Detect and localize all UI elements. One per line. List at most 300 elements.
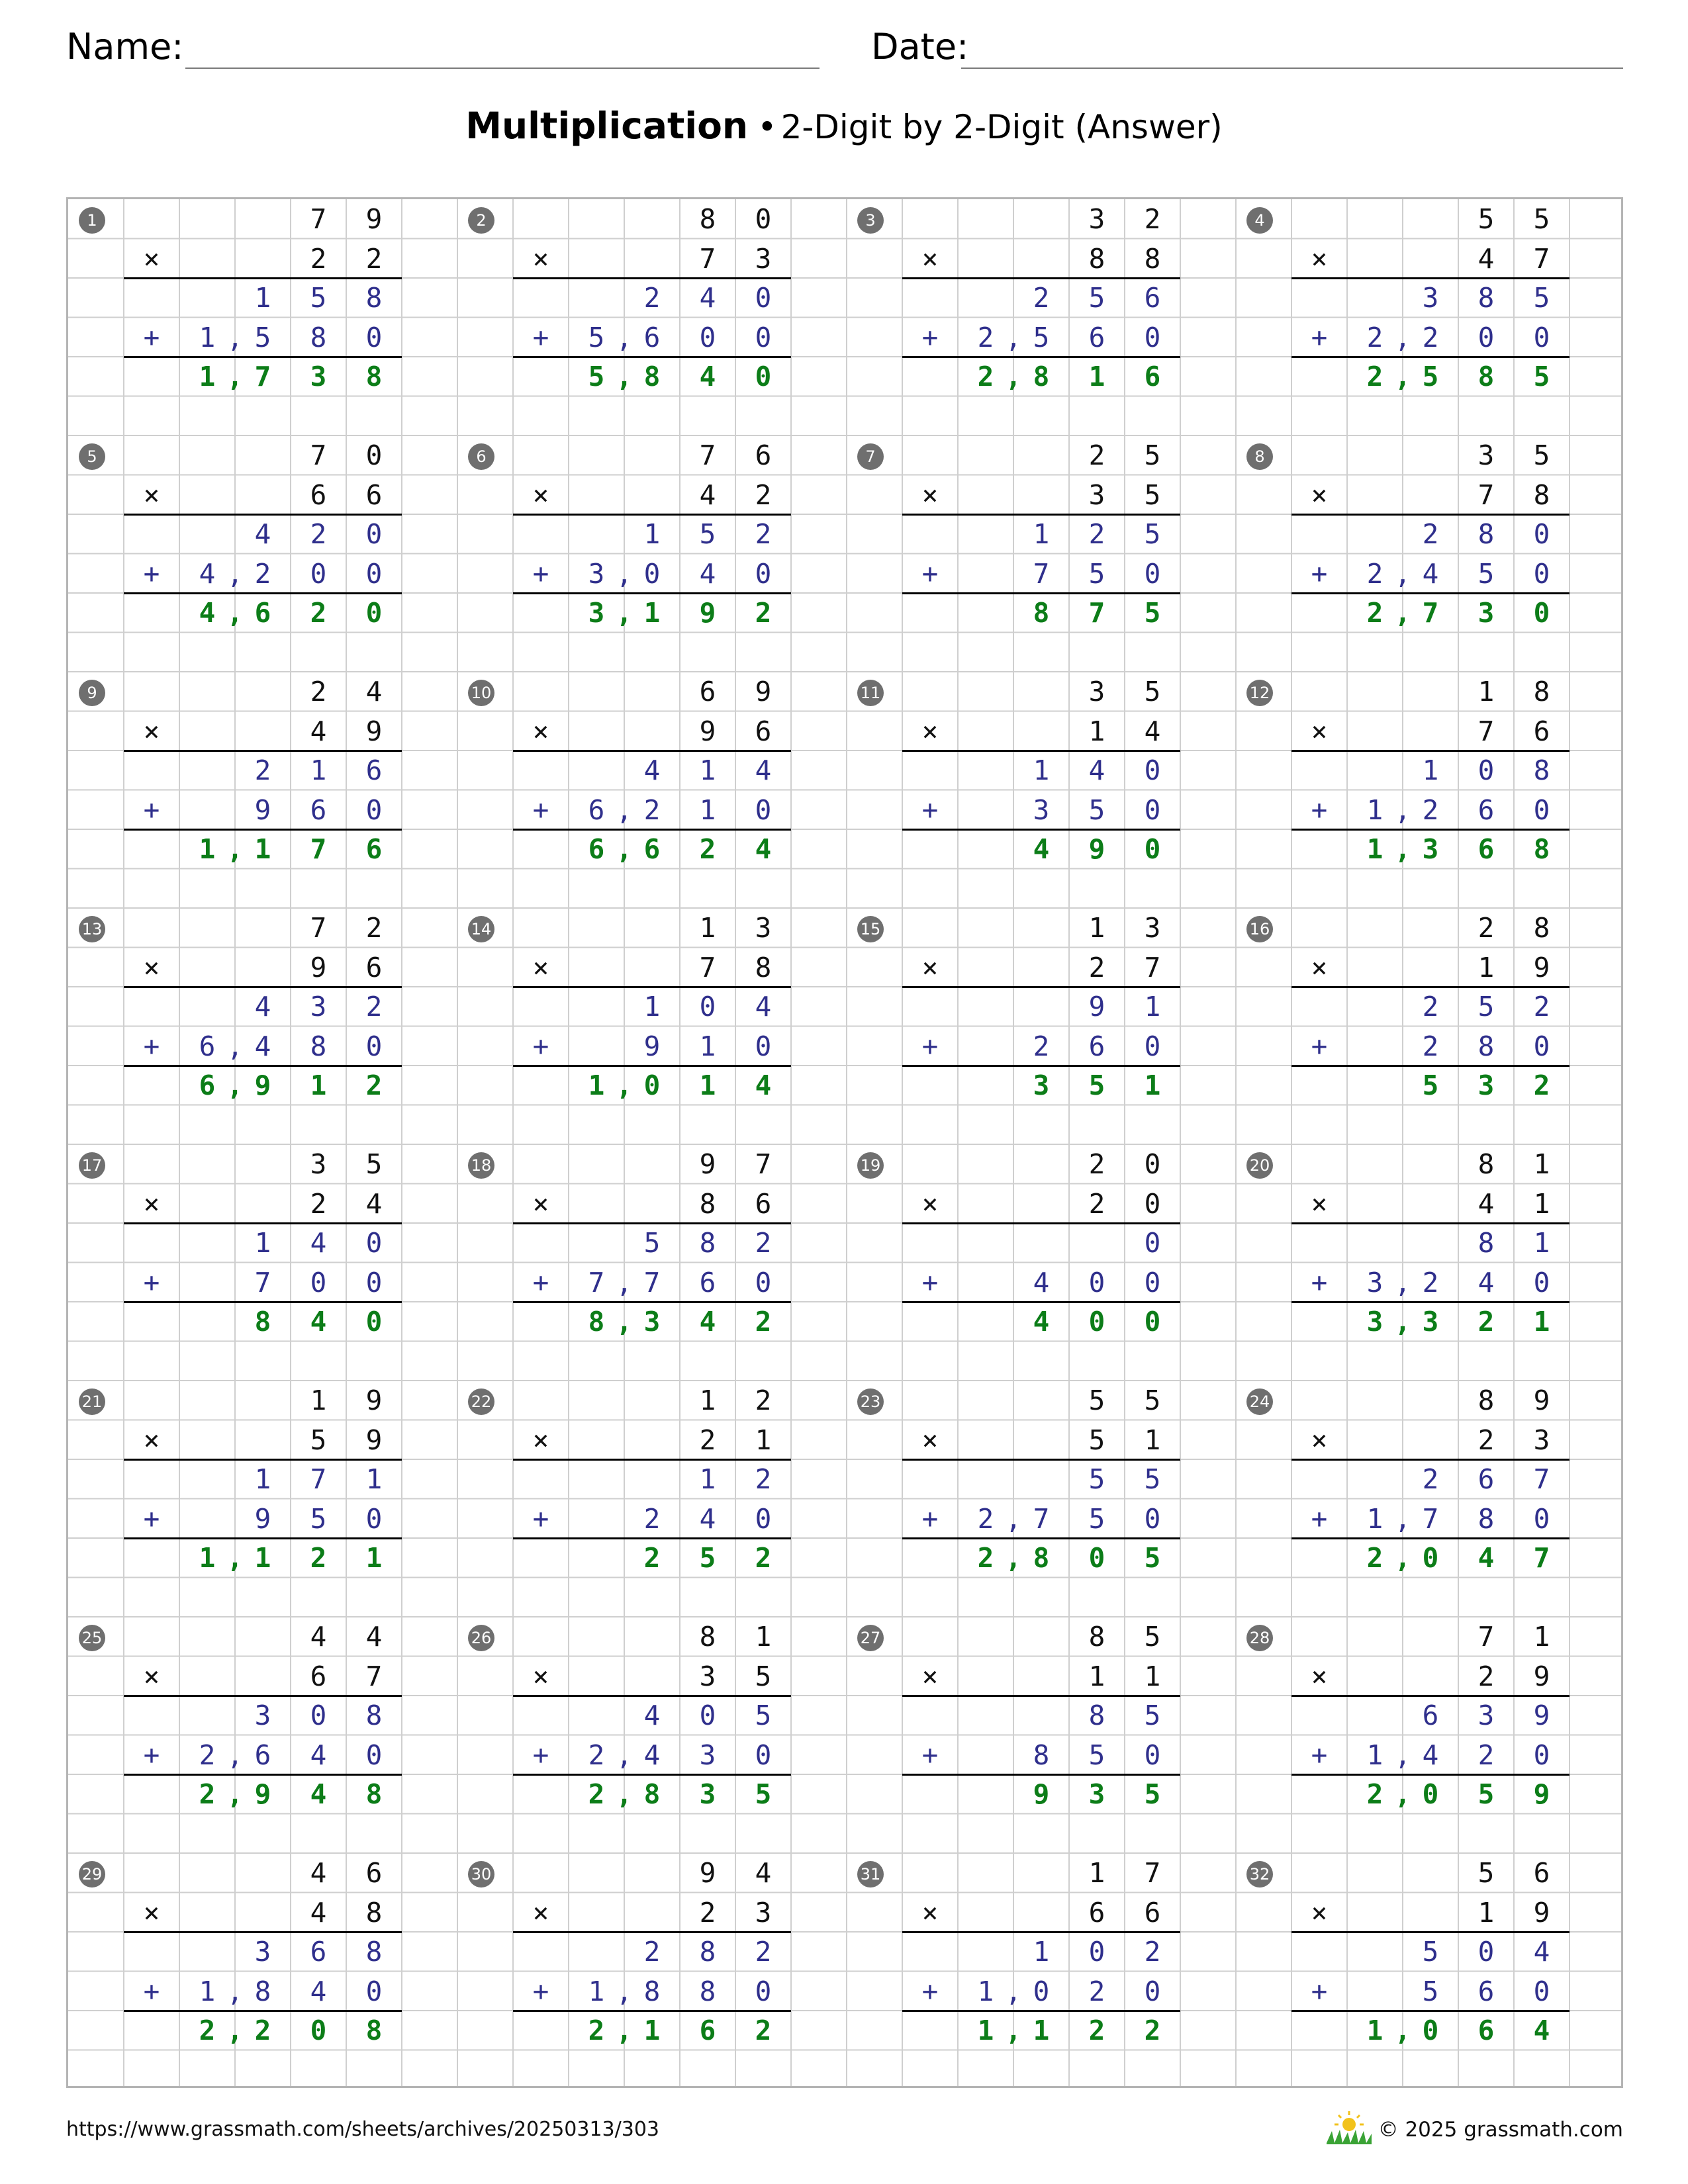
answer-digit: 0 [1422, 1778, 1439, 1810]
partial-product-1-digit: 4 [254, 991, 271, 1023]
answer-digit: 1 [199, 833, 216, 865]
multiplier-digit: 2 [1477, 1660, 1495, 1692]
times-sign: × [921, 1424, 939, 1456]
partial-product-2-digit: 1 [1366, 1739, 1383, 1771]
answer-digit: 2 [755, 1542, 772, 1574]
plus-sign: + [532, 1502, 549, 1535]
multiplier-digit: 4 [1477, 242, 1495, 275]
problem-number-badge: 30 [468, 1861, 494, 1888]
multiplier-digit: 1 [1088, 1660, 1105, 1692]
times-sign: × [1311, 715, 1328, 747]
multiplier-digit: 8 [1144, 242, 1161, 275]
answer-digit: 5 [1533, 361, 1550, 392]
multiplicand-digit: 8 [699, 1621, 716, 1653]
partial-product-1-digit: 6 [1422, 1700, 1439, 1731]
multiplicand-digit: 6 [1533, 1857, 1550, 1889]
name-label: Name: [66, 26, 184, 68]
multiplicand-digit: 9 [699, 1857, 716, 1889]
plus-sign: + [143, 1030, 160, 1062]
multiplicand-digit: 9 [365, 203, 383, 235]
answer-comma: , [1394, 1306, 1411, 1338]
problem-number-badge: 13 [79, 916, 105, 942]
partial-product-1-digit: 4 [310, 1227, 327, 1259]
multiplier-digit: 1 [1144, 1424, 1161, 1456]
multiplier-digit: 5 [755, 1660, 772, 1692]
multiplier-digit: 7 [699, 242, 716, 275]
name-line[interactable] [185, 68, 820, 69]
partial-product-2-comma: , [616, 321, 633, 353]
partial-product-2-digit: 2 [588, 1739, 605, 1771]
partial-product-1-digit: 5 [1144, 1463, 1161, 1495]
answer-digit: 2 [977, 361, 994, 392]
answer-digit: 1 [643, 2015, 661, 2046]
answer-digit: 1 [199, 361, 216, 392]
partial-product-2-digit: 4 [699, 557, 716, 590]
partial-product-2-digit: 0 [1533, 1739, 1550, 1771]
plus-sign: + [1311, 1266, 1328, 1298]
partial-product-1-digit: 2 [365, 991, 383, 1023]
partial-product-2-comma: , [616, 1975, 633, 2007]
problem-31 [847, 1853, 1236, 2089]
answer-digit: 3 [1366, 1306, 1383, 1338]
answer-digit: 3 [1033, 1069, 1050, 1101]
times-sign: × [1311, 1424, 1328, 1456]
partial-product-2-digit: 4 [1033, 1266, 1050, 1298]
problem-number-badge: 19 [857, 1152, 884, 1179]
partial-product-1-digit: 1 [1422, 754, 1439, 786]
partial-product-2-digit: 2 [1422, 794, 1439, 826]
partial-product-2-digit: 4 [310, 1975, 327, 2007]
multiplier-digit: 9 [310, 951, 327, 983]
answer-digit: 4 [699, 361, 716, 392]
partial-product-2-digit: 5 [1422, 1975, 1439, 2007]
problem-29 [68, 1853, 457, 2089]
answer-digit: 5 [1144, 597, 1161, 629]
answer-digit: 1 [643, 597, 661, 629]
plus-sign: + [1311, 1030, 1328, 1062]
partial-product-2-digit: 6 [310, 794, 327, 826]
partial-product-2-digit: 0 [365, 1739, 383, 1771]
partial-product-1-digit: 6 [310, 1936, 327, 1968]
problem-21 [68, 1381, 457, 1617]
answer-digit: 8 [365, 1778, 383, 1810]
partial-product-2-comma: , [226, 321, 244, 353]
partial-product-2-digit: 0 [365, 1030, 383, 1062]
answer-digit: 0 [755, 361, 772, 392]
problem-15 [847, 908, 1236, 1144]
multiplicand-digit: 3 [1477, 439, 1495, 471]
partial-product-1-digit: 5 [643, 1227, 661, 1259]
plus-sign: + [921, 1975, 939, 2007]
answer-digit: 3 [1477, 597, 1495, 629]
multiplicand-digit: 4 [365, 676, 383, 707]
multiplier-digit: 2 [1477, 1424, 1495, 1456]
plus-sign: + [921, 1266, 939, 1298]
problem-number-badge: 5 [79, 443, 105, 470]
answer-digit: 4 [1033, 833, 1050, 865]
partial-product-1-digit: 6 [1144, 282, 1161, 314]
partial-product-1-digit: 2 [254, 754, 271, 786]
partial-product-1-digit: 4 [254, 518, 271, 550]
date-line[interactable] [961, 68, 1623, 69]
partial-product-1-digit: 2 [310, 518, 327, 550]
partial-product-2-digit: 1 [199, 321, 216, 353]
answer-digit: 2 [755, 597, 772, 629]
partial-product-2-digit: 9 [643, 1030, 661, 1062]
multiplier-digit: 4 [1477, 1187, 1495, 1220]
multiplicand-digit: 7 [310, 912, 327, 944]
answer-digit: 6 [699, 2015, 716, 2046]
multiplier-digit: 7 [699, 951, 716, 983]
answer-comma: , [1005, 361, 1022, 392]
multiplier-digit: 2 [699, 1424, 716, 1456]
partial-product-2-digit: 6 [1477, 1975, 1495, 2007]
plus-sign: + [532, 557, 549, 590]
multiplicand-digit: 5 [1533, 203, 1550, 235]
problem-17 [68, 1144, 457, 1381]
problem-number-badge: 1 [79, 207, 105, 234]
partial-product-1-digit: 5 [1144, 518, 1161, 550]
multiplicand-digit: 5 [1144, 1385, 1161, 1416]
partial-product-2-digit: 8 [699, 1975, 716, 2007]
partial-product-2-digit: 0 [755, 1030, 772, 1062]
partial-product-1-digit: 4 [643, 754, 661, 786]
partial-product-1-digit: 3 [254, 1700, 271, 1731]
multiplier-digit: 3 [1533, 1424, 1550, 1456]
plus-sign: + [1311, 557, 1328, 590]
answer-comma: , [226, 361, 244, 392]
partial-product-2-digit: 5 [310, 1502, 327, 1535]
multiplicand-digit: 9 [1533, 1385, 1550, 1416]
partial-product-2-digit: 3 [588, 557, 605, 590]
multiplier-digit: 3 [755, 1896, 772, 1929]
partial-product-2-digit: 2 [1366, 321, 1383, 353]
answer-comma: , [1005, 2015, 1022, 2046]
date-label: Date: [871, 26, 969, 68]
answer-digit: 8 [365, 2015, 383, 2046]
times-sign: × [921, 951, 939, 983]
answer-digit: 8 [1477, 361, 1495, 392]
multiplier-digit: 0 [1144, 1187, 1161, 1220]
multiplicand-digit: 5 [1144, 439, 1161, 471]
times-sign: × [143, 715, 160, 747]
answer-comma: , [616, 361, 633, 392]
answer-digit: 3 [310, 361, 327, 392]
multiplicand-digit: 3 [1144, 912, 1161, 944]
times-sign: × [921, 478, 939, 511]
problem-number-badge: 9 [79, 680, 105, 706]
multiplier-digit: 6 [755, 1187, 772, 1220]
partial-product-1-digit: 2 [1088, 518, 1105, 550]
problem-18 [457, 1144, 847, 1381]
partial-product-2-digit: 0 [1533, 557, 1550, 590]
problem-number-badge: 7 [857, 443, 884, 470]
problem-number-badge: 26 [468, 1625, 494, 1651]
partial-product-2-comma: , [1394, 794, 1411, 826]
partial-product-2-digit: 0 [365, 794, 383, 826]
partial-product-2-comma: , [1394, 557, 1411, 590]
plus-sign: + [143, 794, 160, 826]
partial-product-1-digit: 2 [643, 282, 661, 314]
partial-product-1-digit: 1 [1033, 518, 1050, 550]
multiplicand-digit: 3 [1088, 676, 1105, 707]
partial-product-1-digit: 0 [1144, 1227, 1161, 1259]
partial-product-2-digit: 6 [199, 1030, 216, 1062]
answer-digit: 2 [977, 1542, 994, 1574]
answer-digit: 5 [699, 1542, 716, 1574]
answer-digit: 1 [365, 1542, 383, 1574]
partial-product-2-digit: 4 [310, 1739, 327, 1771]
answer-digit: 8 [1033, 361, 1050, 392]
partial-product-2-digit: 0 [365, 1502, 383, 1535]
partial-product-1-digit: 8 [365, 282, 383, 314]
problem-19 [847, 1144, 1236, 1381]
partial-product-2-digit: 0 [755, 557, 772, 590]
plus-sign: + [532, 1030, 549, 1062]
plus-sign: + [1311, 1975, 1328, 2007]
answer-digit: 0 [365, 1306, 383, 1338]
problem-6 [457, 435, 847, 672]
multiplicand-digit: 2 [365, 912, 383, 944]
partial-product-1-digit: 0 [1477, 754, 1495, 786]
partial-product-2-digit: 3 [699, 1739, 716, 1771]
partial-product-2-digit: 0 [310, 557, 327, 590]
answer-digit: 7 [1533, 1542, 1550, 1574]
partial-product-1-digit: 9 [1088, 991, 1105, 1023]
partial-product-1-digit: 1 [643, 518, 661, 550]
multiplicand-digit: 8 [1533, 676, 1550, 707]
answer-digit: 7 [310, 833, 327, 865]
partial-product-2-digit: 2 [977, 321, 994, 353]
partial-product-1-digit: 0 [365, 1227, 383, 1259]
multiplier-digit: 1 [1088, 715, 1105, 747]
partial-product-2-digit: 2 [1033, 1030, 1050, 1062]
partial-product-2-digit: 2 [1477, 1739, 1495, 1771]
partial-product-1-digit: 1 [254, 282, 271, 314]
plus-sign: + [532, 321, 549, 353]
partial-product-1-digit: 5 [1144, 1700, 1161, 1731]
times-sign: × [143, 951, 160, 983]
answer-comma: , [226, 833, 244, 865]
multiplicand-digit: 5 [1144, 676, 1161, 707]
multiplier-digit: 2 [1088, 951, 1105, 983]
answer-digit: 2 [310, 597, 327, 629]
multiplicand-digit: 0 [365, 439, 383, 471]
multiplicand-digit: 1 [755, 1621, 772, 1653]
partial-product-2-digit: 0 [1144, 557, 1161, 590]
answer-digit: 1 [199, 1542, 216, 1574]
times-sign: × [532, 1187, 549, 1220]
problem-20 [1236, 1144, 1625, 1381]
partial-product-2-digit: 2 [254, 557, 271, 590]
multiplicand-digit: 1 [699, 1385, 716, 1416]
partial-product-2-digit: 2 [1422, 1266, 1439, 1298]
answer-digit: 1 [1144, 1069, 1161, 1101]
answer-comma: , [616, 2015, 633, 2046]
problem-number-badge: 32 [1246, 1861, 1273, 1888]
partial-product-1-digit: 8 [1477, 282, 1495, 314]
answer-digit: 4 [755, 1069, 772, 1101]
multiplicand-digit: 9 [365, 1385, 383, 1416]
times-sign: × [921, 242, 939, 275]
partial-product-1-digit: 2 [1422, 1463, 1439, 1495]
partial-product-2-digit: 0 [643, 557, 661, 590]
partial-product-1-digit: 5 [1088, 1463, 1105, 1495]
problem-5 [68, 435, 457, 672]
partial-product-1-digit: 4 [699, 282, 716, 314]
partial-product-2-digit: 7 [643, 1266, 661, 1298]
answer-digit: 9 [699, 597, 716, 629]
plus-sign: + [921, 794, 939, 826]
times-sign: × [532, 1896, 549, 1929]
times-sign: × [1311, 1660, 1328, 1692]
multiplier-digit: 7 [1477, 478, 1495, 511]
partial-product-2-comma: , [1394, 1739, 1411, 1771]
problem-number-badge: 14 [468, 916, 494, 942]
partial-product-2-digit: 0 [1144, 1739, 1161, 1771]
partial-product-1-digit: 7 [310, 1463, 327, 1495]
multiplier-digit: 1 [1533, 1187, 1550, 1220]
multiplicand-digit: 8 [699, 203, 716, 235]
multiplicand-digit: 5 [365, 1148, 383, 1180]
answer-digit: 1 [1088, 361, 1105, 392]
answer-digit: 6 [254, 597, 271, 629]
answer-digit: 9 [1533, 1778, 1550, 1810]
multiplicand-digit: 2 [310, 676, 327, 707]
multiplicand-digit: 1 [699, 912, 716, 944]
multiplicand-digit: 0 [1144, 1148, 1161, 1180]
answer-digit: 9 [1033, 1778, 1050, 1810]
times-sign: × [1311, 242, 1328, 275]
answer-digit: 2 [1366, 1778, 1383, 1810]
problem-27 [847, 1617, 1236, 1853]
footer-url[interactable]: https://www.grassmath.com/sheets/archives/20250313/303 [66, 2118, 660, 2141]
multiplicand-digit: 2 [1088, 439, 1105, 471]
partial-product-2-digit: 9 [254, 794, 271, 826]
partial-product-2-digit: 4 [699, 1502, 716, 1535]
partial-product-1-digit: 5 [1422, 1936, 1439, 1968]
multiplicand-digit: 1 [1533, 1148, 1550, 1180]
problem-10 [457, 672, 847, 908]
multiplicand-digit: 0 [755, 203, 772, 235]
answer-digit: 2 [643, 1542, 661, 1574]
problem-32 [1236, 1853, 1625, 2089]
partial-product-1-digit: 5 [755, 1700, 772, 1731]
partial-product-1-digit: 2 [755, 1936, 772, 1968]
partial-product-2-digit: 5 [1477, 557, 1495, 590]
multiplicand-digit: 6 [755, 439, 772, 471]
multiplicand-digit: 2 [1088, 1148, 1105, 1180]
partial-product-2-digit: 0 [1033, 1975, 1050, 2007]
partial-product-1-digit: 6 [1477, 1463, 1495, 1495]
partial-product-2-digit: 5 [1088, 1739, 1105, 1771]
answer-digit: 5 [1477, 1778, 1495, 1810]
problem-number-badge: 6 [468, 443, 494, 470]
partial-product-1-digit: 1 [1533, 1227, 1550, 1259]
plus-sign: + [921, 1502, 939, 1535]
partial-product-2-comma: , [616, 794, 633, 826]
answer-comma: , [616, 597, 633, 629]
problem-number-badge: 17 [79, 1152, 105, 1179]
multiplier-digit: 7 [1533, 242, 1550, 275]
multiplicand-digit: 5 [1477, 203, 1495, 235]
partial-product-1-digit: 1 [254, 1463, 271, 1495]
partial-product-1-digit: 8 [1477, 518, 1495, 550]
multiplier-digit: 2 [755, 478, 772, 511]
answer-digit: 4 [310, 1778, 327, 1810]
partial-product-2-comma: , [226, 1739, 244, 1771]
multiplier-digit: 6 [365, 951, 383, 983]
plus-sign: + [143, 1975, 160, 2007]
partial-product-1-digit: 2 [1144, 1936, 1161, 1968]
partial-product-2-digit: 1 [1366, 794, 1383, 826]
answer-digit: 0 [643, 1069, 661, 1101]
multiplicand-digit: 7 [699, 439, 716, 471]
answer-digit: 2 [199, 1778, 216, 1810]
multiplicand-digit: 1 [1088, 1857, 1105, 1889]
answer-digit: 2 [199, 2015, 216, 2046]
partial-product-2-digit: 7 [588, 1266, 605, 1298]
multiplier-digit: 1 [1144, 1660, 1161, 1692]
partial-product-2-comma: , [1005, 1975, 1022, 2007]
answer-digit: 3 [588, 597, 605, 629]
partial-product-1-digit: 0 [365, 518, 383, 550]
problem-number-badge: 25 [79, 1625, 105, 1651]
multiplicand-digit: 9 [699, 1148, 716, 1180]
partial-product-2-digit: 2 [1422, 1030, 1439, 1062]
multiplicand-digit: 2 [1477, 912, 1495, 944]
answer-digit: 0 [365, 597, 383, 629]
times-sign: × [532, 242, 549, 275]
multiplier-digit: 1 [1477, 1896, 1495, 1929]
answer-digit: 9 [1088, 833, 1105, 865]
answer-digit: 1 [1366, 2015, 1383, 2046]
multiplier-digit: 6 [310, 1660, 327, 1692]
partial-product-2-digit: 8 [1477, 1502, 1495, 1535]
partial-product-2-digit: 2 [643, 1502, 661, 1535]
problem-26 [457, 1617, 847, 1853]
times-sign: × [532, 951, 549, 983]
partial-product-2-digit: 0 [755, 1502, 772, 1535]
answer-digit: 1 [699, 1069, 716, 1101]
multiplicand-digit: 5 [1477, 1857, 1495, 1889]
answer-digit: 1 [254, 1542, 271, 1574]
answer-digit: 4 [1033, 1306, 1050, 1338]
plus-sign: + [921, 1739, 939, 1771]
multiplier-digit: 8 [699, 1187, 716, 1220]
partial-product-2-digit: 0 [365, 1266, 383, 1298]
answer-digit: 6 [1477, 833, 1495, 865]
answer-digit: 8 [1033, 1542, 1050, 1574]
partial-product-2-digit: 0 [755, 794, 772, 826]
problem-25 [68, 1617, 457, 1853]
partial-product-2-digit: 0 [365, 1975, 383, 2007]
partial-product-2-digit: 0 [1144, 1975, 1161, 2007]
partial-product-2-digit: 4 [1422, 1739, 1439, 1771]
answer-digit: 2 [1144, 2015, 1161, 2046]
partial-product-1-digit: 1 [699, 1463, 716, 1495]
multiplicand-digit: 1 [1088, 912, 1105, 944]
multiplicand-digit: 1 [1477, 676, 1495, 707]
answer-digit: 0 [1422, 2015, 1439, 2046]
times-sign: × [532, 715, 549, 747]
multiplicand-digit: 1 [310, 1385, 327, 1416]
problem-12 [1236, 672, 1625, 908]
multiplicand-digit: 3 [755, 912, 772, 944]
problem-9 [68, 672, 457, 908]
partial-product-1-digit: 4 [643, 1700, 661, 1731]
partial-product-1-digit: 3 [1477, 1700, 1495, 1731]
